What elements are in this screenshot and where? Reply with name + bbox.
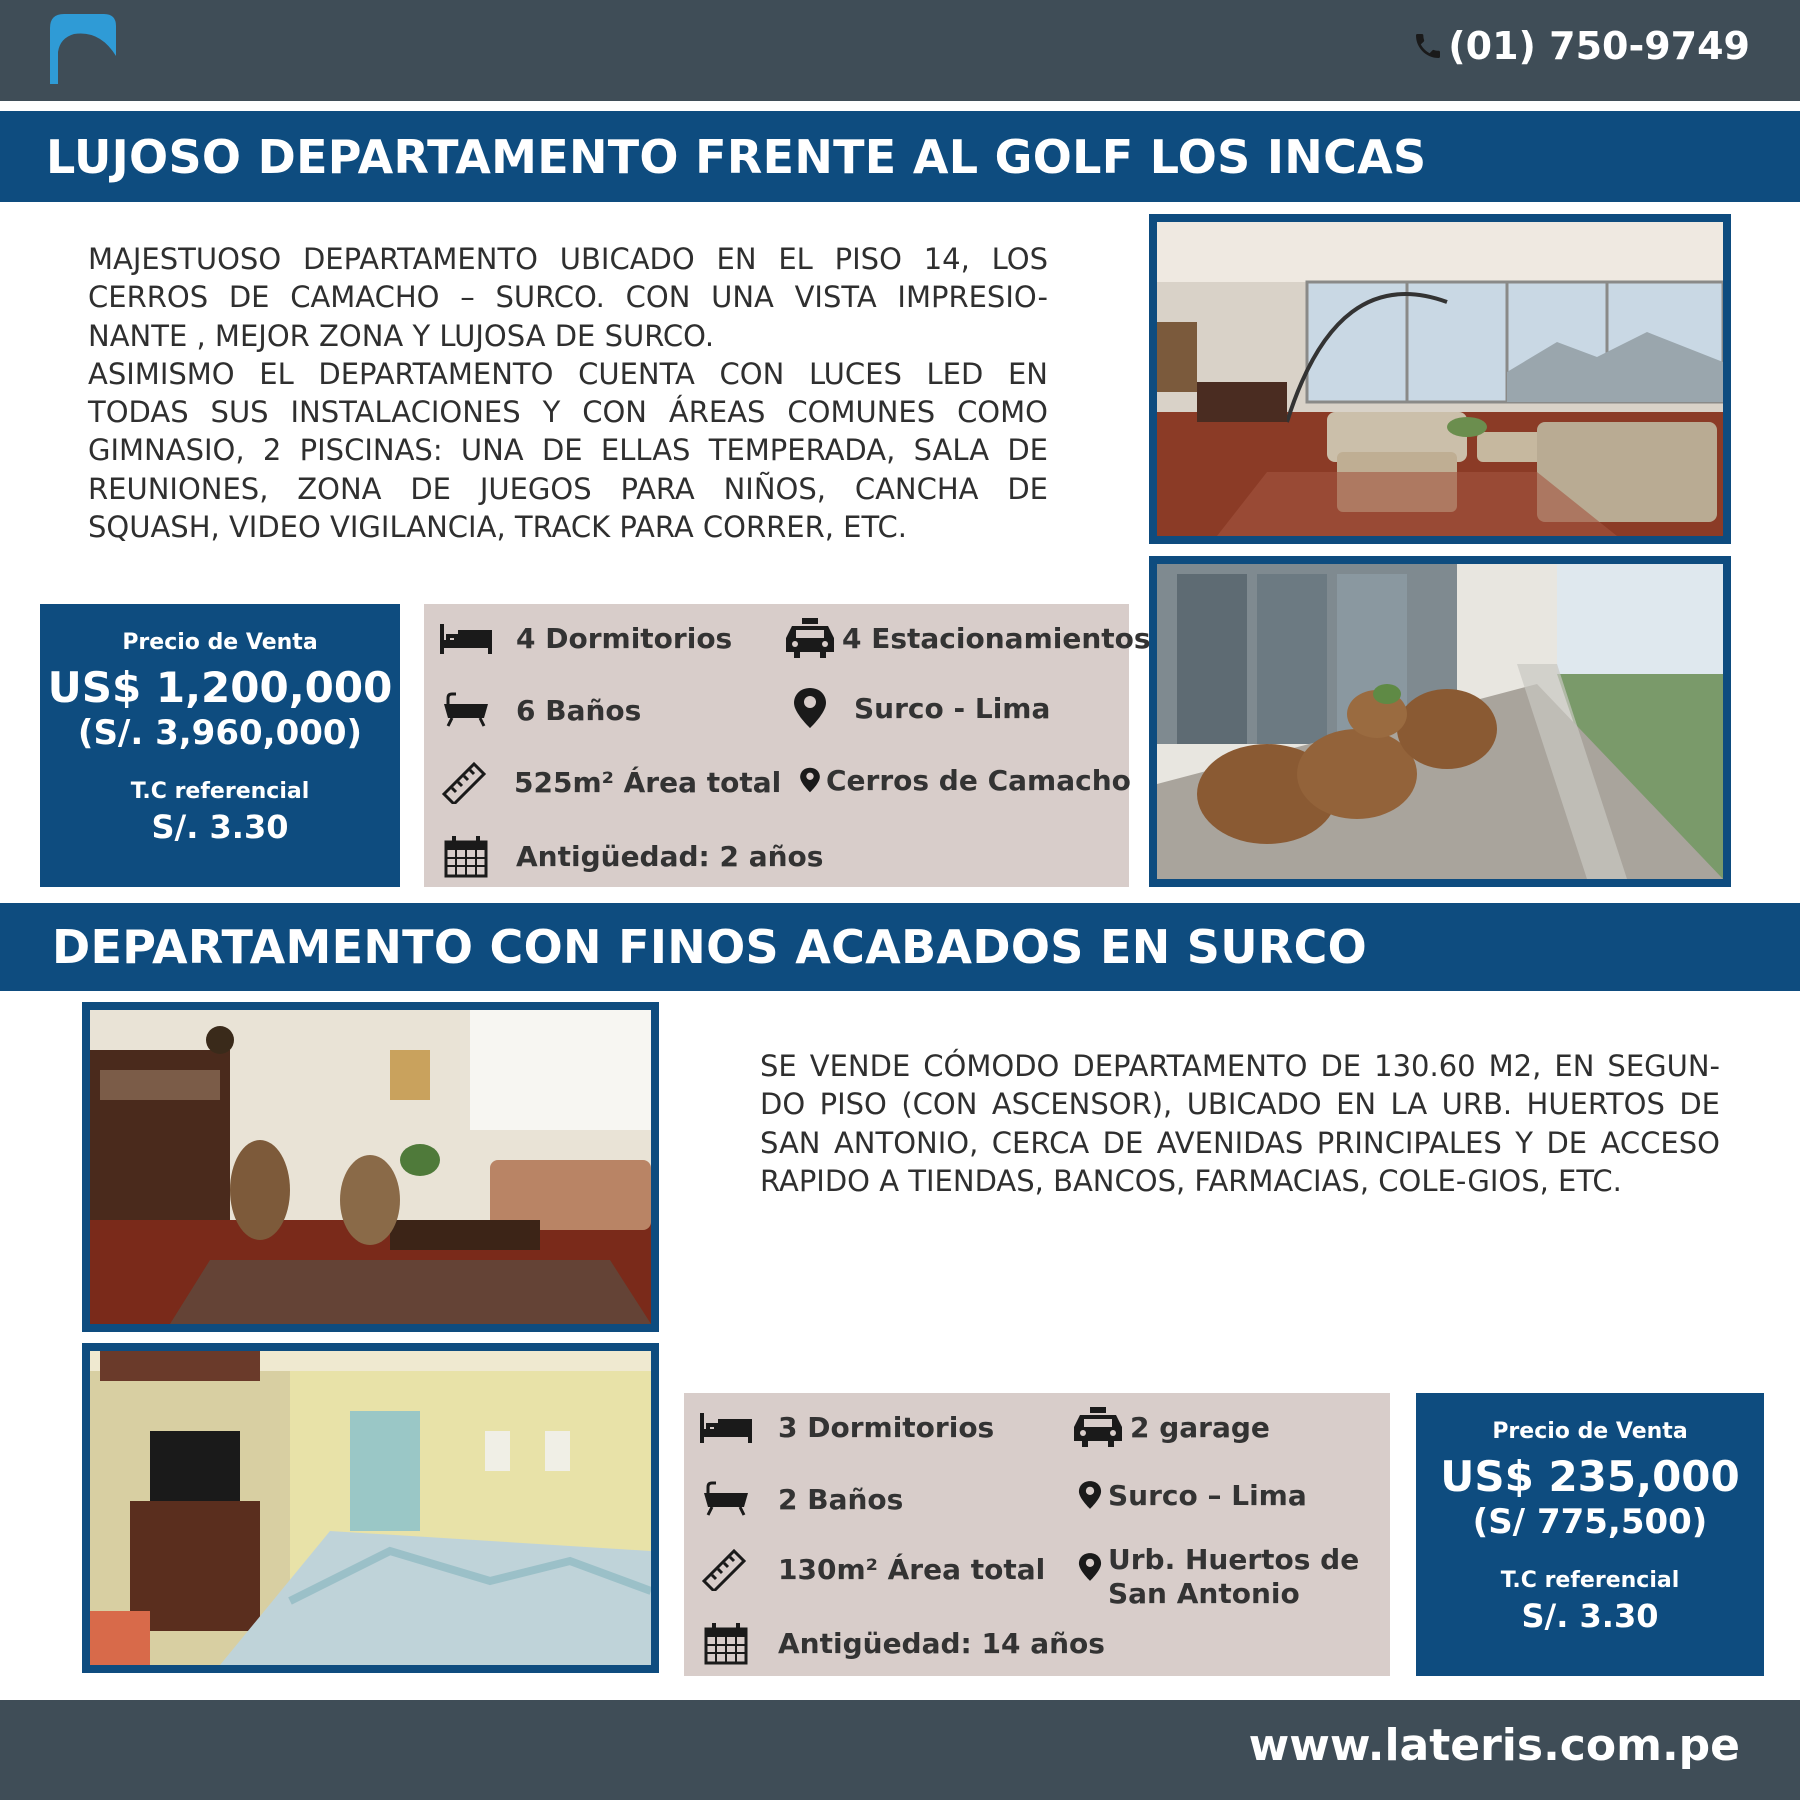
location-pin-icon-2	[1072, 1543, 1108, 1591]
location-pin-icon-2	[794, 756, 826, 804]
listing2-title-band	[0, 903, 1800, 991]
footer-bar	[0, 1700, 1800, 1800]
feature-neighborhood-line2: San Antonio	[1108, 1577, 1300, 1610]
ruler-icon	[440, 758, 498, 806]
phone-text: (01) 750-9749	[1448, 24, 1750, 68]
top-bar	[0, 0, 1800, 101]
bedroom-photo	[90, 1351, 651, 1665]
feature-neighborhood-line1: Urb. Huertos de	[1108, 1543, 1360, 1576]
feature-area	[440, 758, 781, 806]
location-pin-icon	[1072, 1471, 1108, 1519]
exchange-rate-value: S/. 3.30	[1521, 1597, 1659, 1635]
feature-bedrooms-text: 4 Dormitorios	[516, 621, 733, 655]
listing1-title: LUJOSO DEPARTAMENTO FRENTE AL GOLF LOS INCAS	[46, 129, 1427, 184]
feature-neighborhood-text: Cerros de Camacho	[826, 763, 1131, 797]
phone-number[interactable]	[1412, 24, 1750, 68]
price-usd: US$ 235,000	[1440, 1452, 1740, 1501]
feature-parking	[784, 614, 1151, 662]
listing2-photo-bedroom[interactable]	[82, 1343, 659, 1673]
car-icon	[784, 614, 842, 662]
feature-area-text: 130m² Área total	[778, 1552, 1046, 1586]
feature-bedrooms	[440, 614, 732, 662]
feature-parking	[1072, 1403, 1270, 1451]
feature-age-text: Antigüedad: 2 años	[516, 839, 824, 873]
exchange-rate-label: T.C referencial	[130, 779, 310, 804]
feature-area	[700, 1545, 1045, 1593]
exchange-rate-value: S/. 3.30	[151, 808, 289, 846]
feature-parking-text: 2 garage	[1130, 1410, 1270, 1444]
feature-bedrooms	[700, 1403, 994, 1451]
phone-icon	[1412, 30, 1444, 62]
price-label: Precio de Venta	[1492, 1419, 1688, 1444]
feature-neighborhood	[794, 756, 1131, 804]
bed-icon	[700, 1403, 758, 1451]
feature-district-text: Surco - Lima	[854, 691, 1051, 725]
living-dining-photo	[90, 1010, 651, 1324]
feature-parking-text: 4 Estacionamientos	[842, 621, 1151, 655]
terrace-photo	[1157, 564, 1723, 879]
price-pen: (S/ 775,500)	[1472, 1502, 1708, 1542]
price-pen: (S/. 3,960,000)	[77, 713, 363, 753]
feature-bathrooms	[700, 1475, 903, 1523]
listing1-photo-living-room[interactable]	[1149, 214, 1731, 544]
listing1-title-band	[0, 111, 1800, 202]
listing2-title: DEPARTAMENTO CON FINOS ACABADOS EN SURCO	[52, 920, 1368, 974]
feature-bathrooms	[440, 686, 641, 734]
listing1-price-box	[40, 604, 400, 887]
feature-district-text: Surco – Lima	[1108, 1478, 1307, 1512]
logo	[44, 12, 118, 84]
listing2-photo-living-room[interactable]	[82, 1002, 659, 1332]
bed-icon	[440, 614, 498, 662]
house-arc-logo-icon	[44, 12, 118, 84]
feature-neighborhood	[1072, 1543, 1359, 1611]
feature-neighborhood-text	[1108, 1543, 1359, 1611]
feature-age	[440, 832, 823, 880]
calendar-icon	[700, 1619, 758, 1667]
price-label: Precio de Venta	[122, 630, 318, 655]
listing2-description-text: SE VENDE CÓMODO DEPARTAMENTO DE 130.60 M2, EN SEGUN-DO PISO (CON ASCENSOR), UBICADO EN LA URB. HUERTOS DE SAN ANTONIO, CERCA DE AVENIDAS PRINCIPALES Y DE ACCESO RAPIDO A TIENDAS, BANCOS, FARMACIAS, COLE-GIOS, ETC.	[760, 1049, 1720, 1198]
price-usd: US$ 1,200,000	[47, 663, 393, 712]
listing1-photo-terrace[interactable]	[1149, 556, 1731, 887]
calendar-icon	[440, 832, 498, 880]
ruler-icon	[700, 1545, 758, 1593]
listing1-description	[88, 240, 1048, 546]
feature-area-text: 525m² Área total	[514, 765, 782, 799]
bathtub-icon	[440, 686, 498, 734]
location-pin-icon	[784, 684, 842, 732]
feature-age	[700, 1619, 1105, 1667]
feature-district	[1072, 1471, 1307, 1519]
living-room-photo	[1157, 222, 1723, 536]
listing1-features-panel	[424, 604, 1151, 887]
exchange-rate-label: T.C referencial	[1500, 1568, 1680, 1593]
feature-district	[784, 684, 1050, 732]
bathtub-icon	[700, 1475, 758, 1523]
listing2-price-box	[1416, 1393, 1764, 1676]
feature-bathrooms-text: 6 Baños	[516, 693, 642, 727]
listing2-description	[760, 1047, 1720, 1200]
website-link[interactable]: www.lateris.com.pe	[1248, 1720, 1740, 1771]
listing1-description-p1: MAJESTUOSO DEPARTAMENTO UBICADO EN EL PISO 14, LOS CERROS DE CAMACHO – SURCO. CON UNA VISTA IMPRESIO-NANTE , MEJOR ZONA Y LUJOSA DE SURCO.	[88, 242, 1048, 353]
feature-bedrooms-text: 3 Dormitorios	[778, 1410, 995, 1444]
car-icon	[1072, 1403, 1130, 1451]
listing1-description-p2: ASIMISMO EL DEPARTAMENTO CUENTA CON LUCES LED EN TODAS SUS INSTALACIONES Y CON ÁREAS COMUNES COMO GIMNASIO, 2 PISCINAS: UNA DE ELLAS TEMPERADA, SALA DE REUNIONES, ZONA DE JUEGOS PARA NIÑOS, CANCHA DE SQUASH, VIDEO VIGILANCIA, TRACK PARA CORRER, ETC.	[88, 356, 1048, 545]
feature-bathrooms-text: 2 Baños	[778, 1482, 904, 1516]
feature-age-text: Antigüedad: 14 años	[778, 1626, 1105, 1660]
listing2-features-panel	[684, 1393, 1390, 1676]
